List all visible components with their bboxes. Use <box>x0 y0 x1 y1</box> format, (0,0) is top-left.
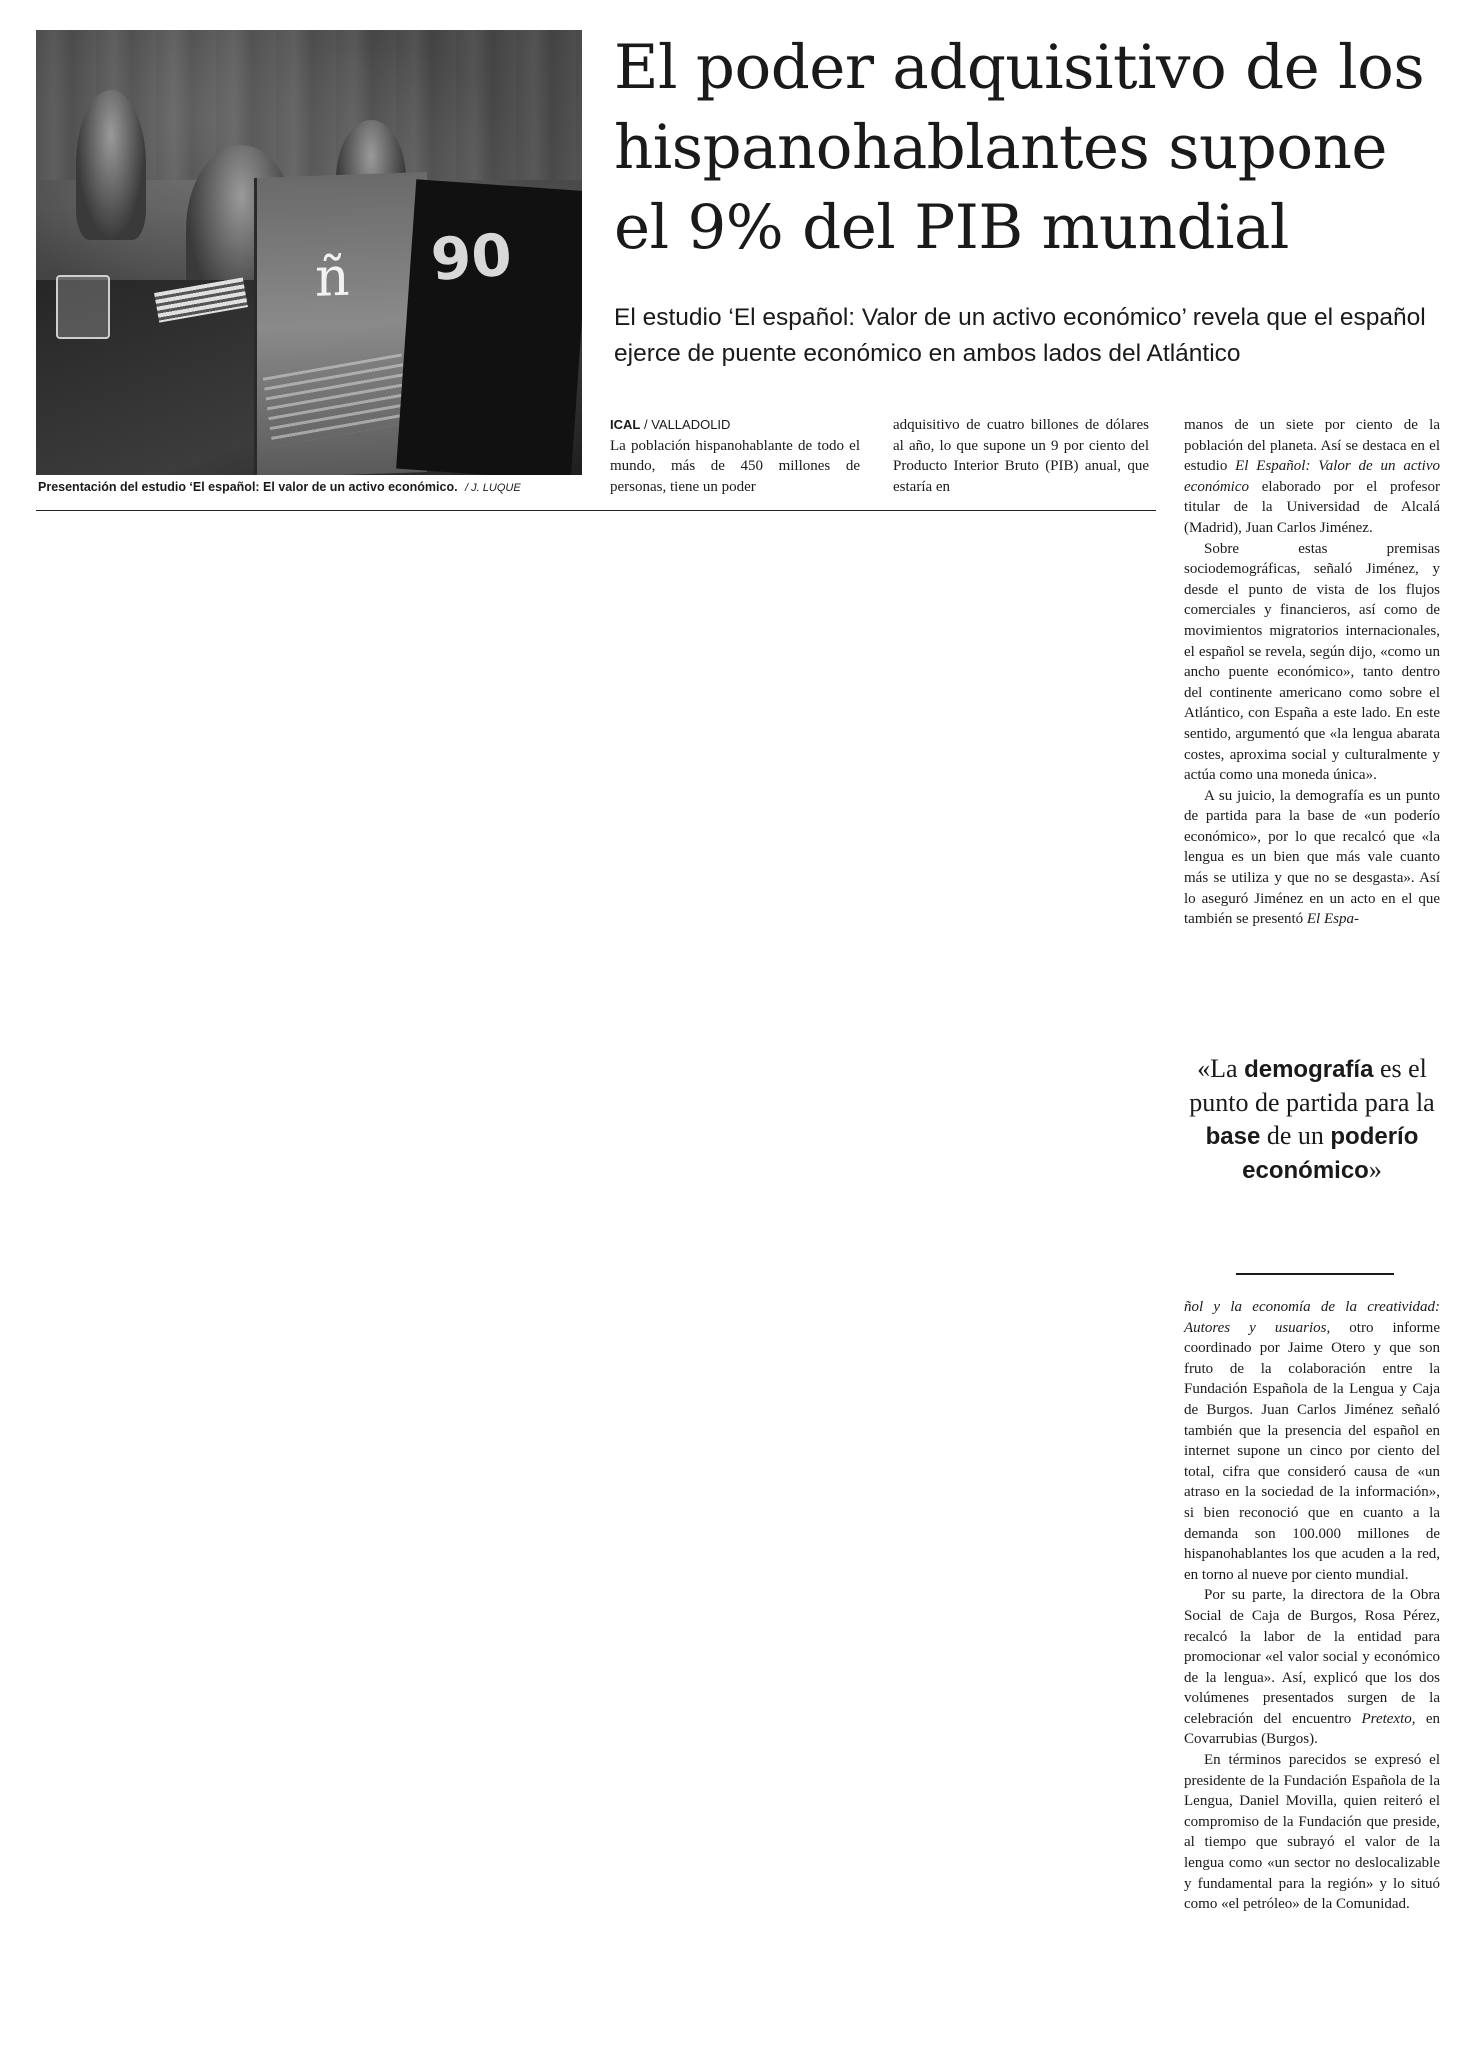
paragraph <box>1184 1297 1440 1585</box>
text-run: A su juicio, la demografía es un punto de partida para la base de «un poderío económico», por lo que recalcó que «la lengua es un bien que más vale cuanto más se utiliza y que no se desgasta». Así lo aseguró Jiménez en un acto en el que también se presentó <box>1184 787 1440 928</box>
paragraph <box>1184 786 1440 930</box>
headline: El poder adquisitivo de los hispanohablantes supone el 9% del PIB mundial <box>614 32 1425 263</box>
paragraph: La población hispanohablante de todo el mundo, más de 450 millones de personas, tiene un poder <box>610 437 860 495</box>
event-title: Pretexto, <box>1361 1710 1416 1727</box>
photo-glass <box>56 275 110 339</box>
dateline <box>610 415 860 436</box>
body-column-2 <box>893 415 1149 497</box>
body-column-4 <box>1184 1297 1440 1915</box>
photo-caption-text: Presentación del estudio ‘El español: El valor de un activo económico. <box>38 480 458 494</box>
paragraph: adquisitivo de cuatro billones de dólares al año, lo que supone un 9 por ciento del Producto Interior Bruto (PIB) anual, que estaría en <box>893 417 1149 495</box>
photo-poster <box>396 179 582 475</box>
pq-text: de un <box>1260 1121 1331 1150</box>
dateline-agency: ICAL <box>610 417 641 432</box>
bottom-rule <box>36 510 1156 511</box>
body-column-1 <box>610 415 860 497</box>
subheadline: El estudio ‘El español: Valor de un activo económico’ revela que el español ejerce de puente económico en ambos lados del Atlántico <box>614 304 1426 367</box>
body-column-3 <box>1184 415 1440 930</box>
text-run: Por su parte, la directora de la Obra Social de Caja de Burgos, Rosa Pérez, recalcó la labor de la entidad para promocionar «el valor social y económico de la lengua». Así, explicó que los dos volúmenes presentados surgen de la celebración del encuentro <box>1184 1587 1440 1727</box>
paragraph: Sobre estas premisas sociodemográficas, señaló Jiménez, y desde el punto de vista de los flujos comerciales y financieros, así como de movimientos migratorios internacionales, el español se revela, según dijo, «como un ancho puente económico», tanto dentro del continente americano como sobre el Atlántico, con España a este lado. En este sentido, argumentó que «la lengua abarata costes, aproxima social y culturalmente y actúa como una moneda única». <box>1184 540 1440 784</box>
book-glyph: ñ <box>315 244 350 309</box>
pq-text: » <box>1368 1155 1382 1184</box>
photo-caption <box>38 480 598 494</box>
pq-text: es el punto de partida para la <box>1189 1054 1435 1117</box>
paragraph: En términos parecidos se expresó el presidente de la Fundación Española de la Lengua, Daniel Movilla, quien reiteró el compromiso de la Fundación que preside, al tiempo que subrayó el valor de la lengua como «un sector no deslocalizable y fundamental para la región» y lo situó como «el petróleo» de la Comunidad. <box>1184 1752 1440 1913</box>
book-title: ñol y la economía de la creatividad: Autores y usuarios, <box>1184 1299 1440 1336</box>
paragraph <box>1184 1585 1440 1750</box>
text-run: otro informe coordinado por Jaime Otero y que son fruto de la colaboración entre la Fundación Española de la Lengua y Caja de Burgos. Juan Carlos Jiménez señaló también que la presencia del español en internet supone un cinco por ciento del total, cifra que consideró causa de «un atraso en la sociedad de la información», si bien reconoció que en cuanto a la demanda son 100.000 millones de hispanohablantes los que acuden a la red, en torno al nueve por ciento mundial. <box>1184 1319 1440 1583</box>
pq-text: «La <box>1197 1054 1245 1083</box>
pull-quote-rule <box>1236 1273 1394 1275</box>
pq-emphasis: base <box>1205 1123 1261 1150</box>
book-title: El Espa- <box>1306 911 1359 928</box>
poster-number: 90 <box>428 220 515 295</box>
pull-quote <box>1184 1052 1440 1187</box>
text-run: manos de un siete por ciento de la población del planeta. Así se destaca en el estudio <box>1184 417 1440 475</box>
dateline-place: / VALLADOLID <box>643 417 731 432</box>
study-title: El Español: Valor de un activo económico <box>1184 458 1440 495</box>
photo-person-left <box>76 90 146 240</box>
book-cover-text-lines <box>263 353 411 446</box>
pq-emphasis: demografía <box>1244 1056 1374 1083</box>
pq-emphasis: poderío económico <box>1242 1123 1419 1184</box>
paragraph <box>1184 415 1440 539</box>
text-run: elaborado por el profesor titular de la Universidad de Alcalá (Madrid), Juan Carlos Jiménez. <box>1184 478 1440 536</box>
article-photo <box>36 30 582 475</box>
photo-credit: / J. LUQUE <box>465 482 521 494</box>
text-run: en Covarrubias (Burgos). <box>1184 1710 1440 1748</box>
